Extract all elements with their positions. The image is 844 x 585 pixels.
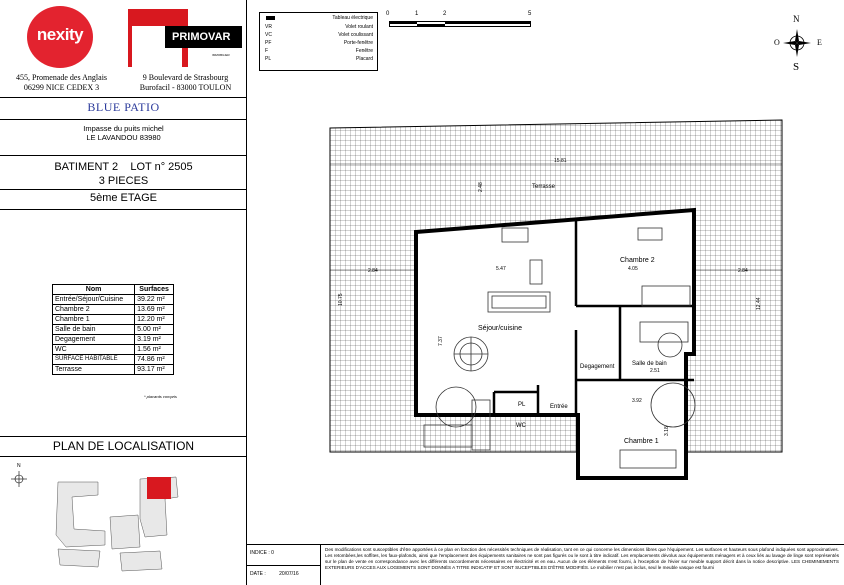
dim-right: 2.84	[738, 268, 748, 274]
scale-tick-2: 2	[443, 11, 447, 17]
table-cell-name: Chambre 1	[53, 315, 135, 325]
compass-o: O	[774, 38, 780, 47]
table-cell-surface: 39.22 m²	[135, 295, 174, 305]
svg-text:N: N	[17, 463, 21, 469]
table-row	[53, 295, 174, 305]
table-cell-surface: 12.20 m²	[135, 315, 174, 325]
lot-location-marker	[147, 477, 171, 499]
compass-e: E	[817, 38, 822, 47]
date-value: 20/07/16	[279, 571, 299, 577]
table-cell-surface: 5.00 m²	[135, 325, 174, 335]
date-label: DATE :	[250, 571, 266, 577]
nexity-address-line1: 455, Promenade des Anglais	[15, 73, 108, 82]
sdb-label: Salle de bain	[632, 361, 667, 367]
legend-code: PF	[265, 40, 272, 46]
nexity-logo-text: nexity	[36, 25, 84, 44]
mini-compass-icon	[11, 471, 27, 487]
table-total-row	[53, 355, 174, 365]
table-cell-surface: 93.17 m²	[135, 365, 174, 375]
pl-label: PL	[518, 402, 526, 408]
dim-ch1-h: 3.18	[664, 426, 670, 436]
table-footnote: * placards compris	[144, 394, 177, 399]
legend-label: Placard	[356, 56, 373, 62]
dim-ch2-w: 4.05	[628, 266, 638, 272]
terrace-label: Terrasse	[532, 184, 556, 190]
table-row	[53, 345, 174, 355]
chambre1-label: Chambre 1	[624, 438, 659, 445]
location-title: PLAN DE LOCALISATION	[52, 439, 195, 453]
table-header-surfaces: Surfaces	[135, 285, 174, 295]
legend-label: Tableau électrique	[332, 15, 373, 21]
legend-label: Volet roulant	[345, 24, 373, 30]
legend-label: Porte-fenêtre	[343, 40, 373, 46]
project-city: LE LAVANDOU 83980	[86, 133, 161, 142]
compass-s: S	[793, 61, 800, 73]
pieces-label: 3 PIECES	[98, 175, 149, 187]
legend-code: PL	[265, 56, 272, 62]
project-name: BLUE PATIO	[87, 100, 160, 114]
table-header-nom: Nom	[53, 285, 135, 295]
primovar-logo-sub: IMMOBILIER	[212, 53, 230, 57]
dim-left-h: 10.75	[338, 293, 344, 306]
table-cell-name: Entrée/Séjour/Cuisine	[53, 295, 135, 305]
dim-right-h: 12.44	[756, 297, 762, 310]
table-cell-surface: 3.19 m²	[135, 335, 174, 345]
nexity-address-line2: 06299 NICE CEDEX 3	[23, 83, 100, 92]
table-row	[53, 335, 174, 345]
lot-label: LOT n° 2505	[130, 161, 193, 173]
chambre2-label: Chambre 2	[620, 257, 655, 264]
dim-ch1-w: 3.92	[632, 398, 642, 404]
primovar-logo	[128, 9, 242, 67]
scale-tick-5: 5	[528, 11, 532, 17]
primovar-address-line2: Burofacil - 83000 TOULON	[139, 83, 232, 92]
wc-label: WC	[516, 423, 526, 429]
dim-top-h: 2.48	[478, 182, 484, 192]
legend-label: Volet coulissant	[338, 32, 373, 38]
primovar-logo-text: PRIMOVAR	[172, 31, 231, 43]
building-label: BATIMENT 2	[54, 161, 119, 173]
legend-code: F	[265, 48, 269, 54]
nexity-logo	[27, 6, 93, 68]
scale-tick-1: 1	[415, 11, 419, 17]
sejour-label: Séjour/cuisine	[478, 325, 522, 332]
floor-label: 5ème ETAGE	[89, 192, 158, 204]
footer-notice: Des modifications sont susceptibles d'être apportées à ce plan en fonction des nécessités techniques de réalisation, tant en ce qui concerne les dimensions libres que l'équipement. Les surfaces et hauteurs sous plafond indiquées sont approximatives. Les retombées,les soffites, les faux-plafonds, ainsi que l'emplacement des équipements sanitaires ne sont pas figurés ou le sont à titre indicatif. Les emplacements dévolus aux équipements ménagers et à ceux liés au lavage de linge sont représentés sur le plan de vente en correspondance avec les différents raccordements nécessaires en électricité et en eau. Aucun de ces éléments n'est fourni, à l'exception de l'évier sur meuble support décrit dans la notice descriptive. LES CHEMINEMENTS EXTERIEURS D'ACCES AUX LOGEMENTS SONT DONNÉS A TITRE INDICATIF ET SONT SUCEPTIBLES D'ÊTRE MODIFIÉS. Le mobilier n'est pas inclus, seul le meuble vasque est fourni	[325, 547, 839, 570]
table-cell-name: Degagement	[53, 335, 135, 345]
indice-label: INDICE :	[250, 550, 270, 556]
dim-deg: 2.51	[650, 368, 660, 374]
compass-n: N	[793, 14, 800, 24]
table-cell-surface: 13.69 m²	[135, 305, 174, 315]
legend-code: VR	[265, 24, 272, 30]
scale-tick-0: 0	[386, 11, 390, 17]
table-row	[53, 305, 174, 315]
scale-bar	[389, 19, 532, 31]
legend-label: Fenêtre	[355, 48, 373, 54]
table-row	[53, 325, 174, 335]
surfaces-table	[52, 284, 174, 375]
location-map	[0, 457, 246, 584]
table-cell-name: Terrasse	[53, 365, 135, 375]
dim-left: 2.84	[368, 268, 378, 274]
floor-plan	[320, 110, 800, 480]
dim-top: 15.81	[554, 158, 567, 164]
table-row	[53, 315, 174, 325]
table-cell-name: Chambre 2	[53, 305, 135, 315]
table-terrace-row	[53, 365, 174, 375]
project-street: Impasse du puits michel	[83, 124, 164, 133]
legend-code: VC	[265, 32, 272, 38]
degagement-label: Degagement	[580, 364, 615, 370]
table-header-row	[53, 285, 174, 295]
indice-value: 0	[271, 550, 274, 556]
table-cell-name: WC	[53, 345, 135, 355]
primovar-address-line1: 9 Boulevard de Strasbourg	[142, 73, 229, 82]
table-cell-name: Salle de bain	[53, 325, 135, 335]
entree-label: Entrée	[550, 404, 568, 410]
table-cell-name: SURFACE HABITABLE	[53, 355, 135, 365]
table-cell-surface: 74.86 m²	[135, 355, 174, 365]
dim-sejour-h: 7.37	[438, 336, 444, 346]
table-cell-surface: 1.56 m²	[135, 345, 174, 355]
dim-sejour-w: 5.47	[496, 266, 506, 272]
